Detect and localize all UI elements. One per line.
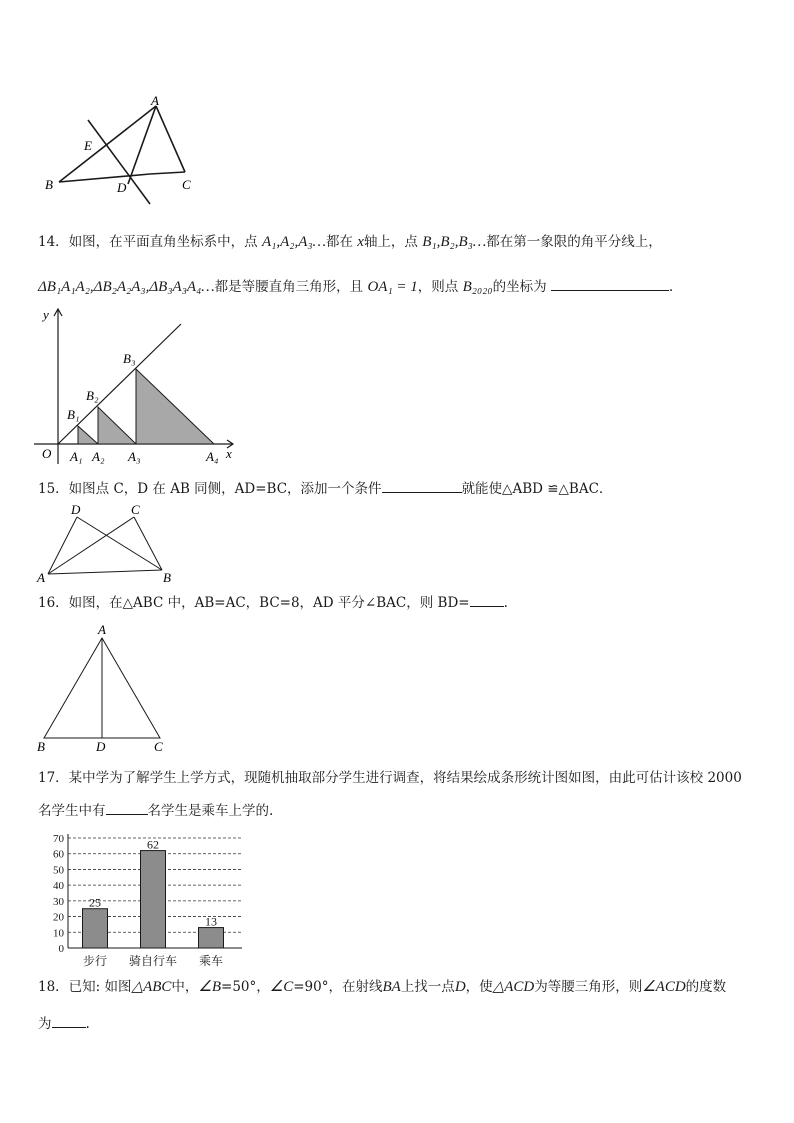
figure-q14	[34, 306, 244, 466]
label-y: y	[43, 307, 49, 322]
bar-chart-q17	[30, 828, 254, 970]
bar	[83, 909, 108, 948]
segment-ac	[156, 106, 185, 172]
triangle-2	[98, 407, 136, 444]
answer-blank-q18[interactable]	[52, 1013, 86, 1028]
label-d: D	[96, 739, 106, 754]
figure-q13	[40, 92, 210, 210]
figure-q16	[34, 620, 174, 754]
label-a1: A₁	[70, 449, 83, 464]
label-b2: B₂	[86, 388, 99, 403]
y-tick-label: 70	[53, 833, 64, 845]
bar-value-label: 62	[147, 837, 159, 852]
label-d: D	[117, 180, 127, 195]
q15-text: 15．如图点 C，D 在 AB 同侧，AD=BC，添加一个条件 就能使△ABD ≌△BAC．	[38, 478, 612, 498]
q18-line1: 18．已知: 如图△ABC中，∠B=50°，∠C=90°，在射线BA上找一点D，使△ACD为等腰三角形，则∠ACD的度数	[38, 979, 727, 995]
q14-line1: 14．如图，在平面直角坐标系中，点 A₁,A₂,A₃…都在 x轴上，点 B₁,B₂,B₃…都在第一象限的角平分线上，	[38, 234, 662, 250]
category-label: 步行	[82, 954, 108, 968]
label-a: A	[151, 93, 159, 108]
answer-blank-q17[interactable]	[106, 800, 148, 815]
y-tick-label: 10	[53, 927, 64, 940]
segment-ab	[48, 570, 162, 574]
label-o: O	[42, 446, 52, 461]
segment-db	[77, 517, 162, 570]
segment-bc-left	[59, 174, 150, 182]
y-tick-label: 50	[53, 864, 64, 877]
category-label: 骑自行车	[128, 954, 178, 968]
segment-ad	[48, 517, 77, 574]
segment-ba	[59, 106, 156, 182]
label-e: E	[84, 138, 92, 153]
label-c: C	[154, 739, 163, 754]
q17-line1: 17．某中学为了解学生上学方式，现随机抽取部分学生进行调查，将结果绘成条形统计图如图，由此可估计该校 2000	[38, 770, 742, 786]
label-b1: B₁	[67, 407, 80, 422]
triangle-1	[78, 426, 98, 444]
q17-line2: 名学生中有 名学生是乘车上学的.	[38, 800, 273, 820]
label-a: A	[37, 570, 45, 585]
answer-blank-q16[interactable]	[470, 592, 504, 607]
y-tick-label: 20	[53, 911, 64, 924]
label-a2: A₂	[92, 449, 105, 464]
category-label: 乘车	[198, 954, 224, 968]
q18-line2: 为 .	[38, 1013, 90, 1033]
bar-value-label: 13	[205, 914, 217, 929]
label-a: A	[98, 622, 106, 637]
q14-line2: ΔB₁A₁A₂,ΔB₂A₂A₃,ΔB₃A₃A₄…都是等腰直角三角形，且 OA₁ = 1，则点 B₂₀₂₀的坐标为 .	[38, 276, 673, 296]
label-a4: A₄	[206, 449, 219, 464]
y-tick-label: 60	[53, 848, 64, 861]
bar	[141, 851, 166, 948]
label-b: B	[163, 570, 171, 585]
label-x: x	[226, 446, 232, 461]
label-b3: B₃	[123, 351, 136, 366]
segment-bc-right	[150, 172, 185, 174]
q16-text: 16．如图，在△ABC 中，AB=AC，BC=8，AD 平分∠BAC，则 BD= .	[38, 592, 508, 612]
label-c: C	[182, 177, 191, 192]
answer-blank-q14[interactable]	[551, 276, 669, 291]
y-tick-label: 40	[53, 880, 64, 893]
bar	[199, 928, 224, 948]
segment-cb	[134, 517, 162, 570]
label-d: D	[71, 502, 81, 517]
answer-blank-q15[interactable]	[382, 478, 462, 493]
y-tick-label: 30	[53, 895, 64, 908]
label-a3: A₃	[128, 449, 141, 464]
label-b: B	[45, 177, 53, 192]
triangle-3	[136, 369, 214, 444]
figure-q15	[34, 502, 184, 586]
label-b: B	[37, 739, 45, 754]
label-c: C	[131, 502, 140, 517]
y-tick-label: 0	[58, 943, 64, 955]
bar-value-label: 25	[89, 895, 101, 910]
